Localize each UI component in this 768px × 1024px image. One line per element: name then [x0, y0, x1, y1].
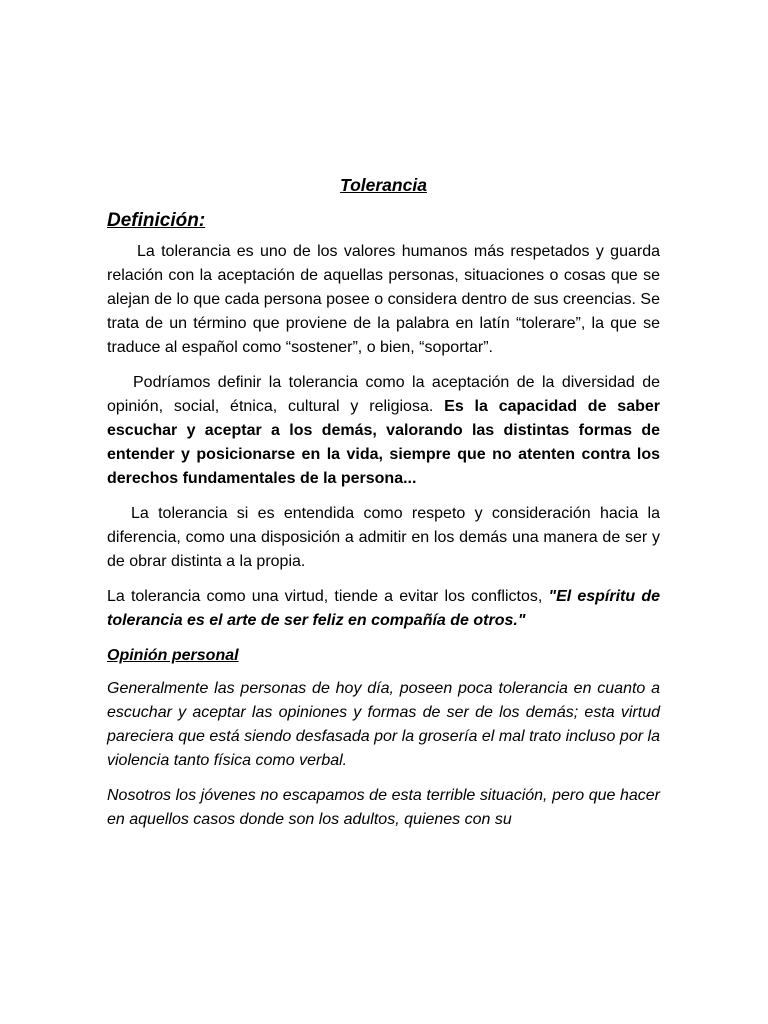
paragraph-respect: La tolerancia si es entendida como respeto y consideración hacia la diferencia, como una disposición a admitir en los demás una manera de ser y de obrar distinta a la propia.	[107, 505, 660, 570]
paragraph-diversity-bold: Es la capacidad de saber escuchar y aceptar a los demás, valorando las distintas formas de entender y posicionarse en la vida, siempre que no atenten contra los derechos fundamentales de la persona...	[107, 398, 660, 487]
paragraph-diversity	[107, 371, 660, 491]
paragraph-virtue-quote: "El espíritu de tolerancia es el arte de ser feliz en compañía de otros."	[107, 588, 660, 629]
paragraph-virtue	[107, 585, 660, 633]
opinion-heading: Opinión personal	[107, 647, 239, 664]
paragraph-definition: La tolerancia es uno de los valores humanos más respetados y guarda relación con la aceptación de aquellas personas, situaciones o cosas que se alejan de lo que cada persona posee o considera dentro de sus creencias. Se trata de un término que proviene de la palabra en latín “tolerare”, la que se traduce al español como “sostener”, o bien, “soportar”.	[107, 243, 660, 356]
document-title: Tolerancia	[340, 175, 427, 195]
paragraph-opinion: Generalmente las personas de hoy día, poseen poca tolerancia en cuanto a escuchar y aceptar las opiniones y formas de ser de los demás; esta virtud pareciera que está siendo desfasada por la grosería el mal trato incluso por la violencia tanto física como verbal.	[107, 680, 660, 769]
definition-heading: Definición:	[107, 210, 206, 231]
document-body	[107, 170, 660, 843]
paragraph-virtue-text: La tolerancia como una virtud, tiende a evitar los conflictos,	[107, 588, 549, 605]
paragraph-diversity-text: Podríamos definir la tolerancia como la aceptación de la diversidad de opinión, social, étnica, cultural y religiosa.	[107, 374, 660, 415]
paragraph-youth: Nosotros los jóvenes no escapamos de esta terrible situación, pero que hacer en aquellos casos donde son los adultos, quienes con su	[107, 787, 660, 828]
